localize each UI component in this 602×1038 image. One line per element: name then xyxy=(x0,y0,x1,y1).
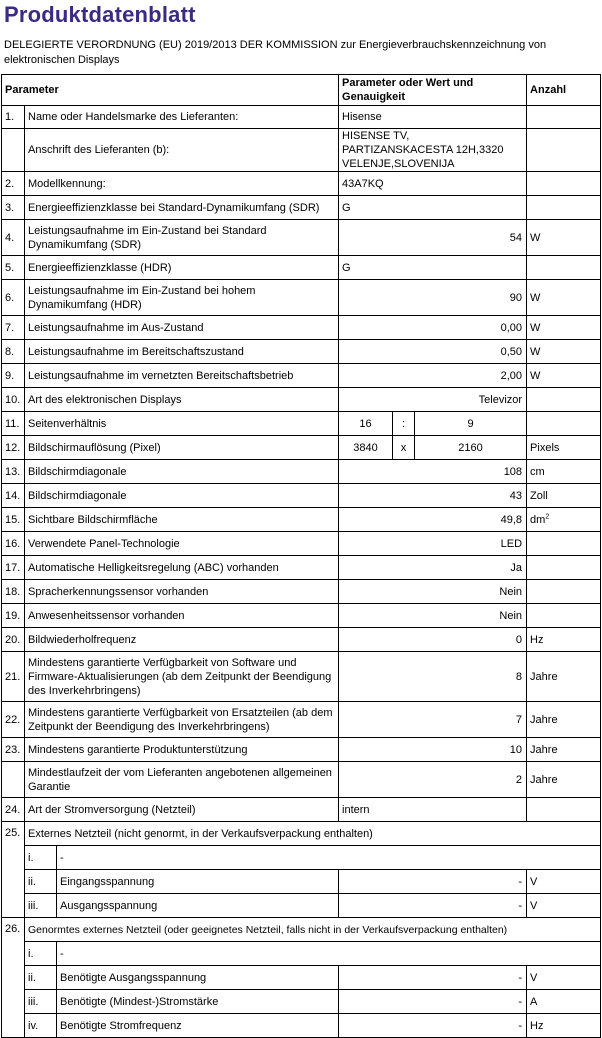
table-row xyxy=(2,846,601,870)
table-row xyxy=(2,484,601,508)
table-row xyxy=(2,532,601,556)
table-header xyxy=(2,75,601,106)
row-unit: Jahre xyxy=(527,762,601,798)
row-label: Leistungsaufnahme im Ein-Zustand bei hohem Dynamikumfang (HDR) xyxy=(25,280,339,316)
row-value: 108 xyxy=(339,460,527,484)
table-row xyxy=(2,388,601,412)
row-unit xyxy=(527,106,601,129)
table-row xyxy=(2,129,601,172)
row-number: 15. xyxy=(2,508,25,532)
row-number: 16. xyxy=(2,532,25,556)
sub-number: iii. xyxy=(25,990,57,1014)
row-label: Spracherkennungssensor vorhanden xyxy=(25,580,339,604)
row-number: 10. xyxy=(2,388,25,412)
row-unit xyxy=(527,129,601,172)
row-value: 8 xyxy=(339,652,527,702)
row-unit xyxy=(527,532,601,556)
row-value: intern xyxy=(339,798,527,822)
product-data-table xyxy=(1,74,600,1038)
row-label: Bildschirmauflösung (Pixel) xyxy=(25,436,339,460)
table-row xyxy=(2,894,601,918)
row-value: 43A7KQ xyxy=(339,172,527,196)
row-value: Hisense xyxy=(339,106,527,129)
row-value: Televizor xyxy=(339,388,527,412)
row-value: G xyxy=(339,256,527,280)
row-value-b: 9 xyxy=(415,412,527,436)
table-row xyxy=(2,280,601,316)
row-unit: Pixels xyxy=(527,436,601,460)
row-number: 25. xyxy=(2,822,25,918)
row-label: Bildwiederholfrequenz xyxy=(25,628,339,652)
row-unit: Hz xyxy=(527,628,601,652)
row-label: Verwendete Panel-Technologie xyxy=(25,532,339,556)
row-unit xyxy=(527,508,601,532)
row-value: 0,50 xyxy=(339,340,527,364)
row-number: 3. xyxy=(2,196,25,220)
row-unit: V xyxy=(527,966,601,990)
row-unit xyxy=(527,388,601,412)
row-unit: V xyxy=(527,870,601,894)
row-value: Ja xyxy=(339,556,527,580)
row-value: - xyxy=(339,966,527,990)
table-row xyxy=(2,508,601,532)
row-number: 24. xyxy=(2,798,25,822)
table-row xyxy=(2,340,601,364)
row-label: Automatische Helligkeitsregelung (ABC) vorhanden xyxy=(25,556,339,580)
row-label: Leistungsaufnahme im Aus-Zustand xyxy=(25,316,339,340)
row-label: Mindestlaufzeit der vom Lieferanten angebotenen allgemeinen Garantie xyxy=(25,762,339,798)
row-unit xyxy=(527,196,601,220)
table-row xyxy=(2,412,601,436)
table-row xyxy=(2,364,601,388)
row-value: - xyxy=(339,990,527,1014)
row-unit: cm xyxy=(527,460,601,484)
row-label: Mindestens garantierte Verfügbarkeit von Software und Firmware-Aktualisierungen (ab dem Zeitpunkt der Beendigung des Inverkehrbringens) xyxy=(25,652,339,702)
row-label: Leistungsaufnahme im Ein-Zustand bei Standard Dynamikumfang (SDR) xyxy=(25,220,339,256)
row-label: Benötigte (Mindest-)Stromstärke xyxy=(57,990,339,1014)
table-row xyxy=(2,316,601,340)
row-unit xyxy=(527,412,601,436)
row-value: LED xyxy=(339,532,527,556)
table-row xyxy=(2,436,601,460)
row-number: 7. xyxy=(2,316,25,340)
row-number: 18. xyxy=(2,580,25,604)
row-number: 13. xyxy=(2,460,25,484)
row-number xyxy=(2,129,25,172)
sub-number: i. xyxy=(25,942,57,966)
section-label: Genormtes externes Netzteil (oder geeignetes Netzteil, falls nicht in der Verkaufsverpackung enthalten) xyxy=(25,918,601,942)
page-title: Produktdatenblatt xyxy=(4,2,196,27)
row-unit xyxy=(527,580,601,604)
row-unit: W xyxy=(527,340,601,364)
table-row xyxy=(2,628,601,652)
row-number: 5. xyxy=(2,256,25,280)
row-label: Ausgangsspannung xyxy=(57,894,339,918)
row-unit: Zoll xyxy=(527,484,601,508)
row-label: Energieeffizienzklasse (HDR) xyxy=(25,256,339,280)
row-number: 17. xyxy=(2,556,25,580)
row-value: 2 xyxy=(339,762,527,798)
row-label: Mindestens garantierte Produktunterstützung xyxy=(25,738,339,762)
row-number: 19. xyxy=(2,604,25,628)
row-unit: W xyxy=(527,280,601,316)
row-label: Anwesenheitssensor vorhanden xyxy=(25,604,339,628)
table-row xyxy=(2,918,601,942)
row-label: Mindestens garantierte Verfügbarkeit von Ersatzteilen (ab dem Zeitpunkt der Beendigung des Inverkehrbringens) xyxy=(25,702,339,738)
table-row xyxy=(2,798,601,822)
row-label: Sichtbare Bildschirmfläche xyxy=(25,508,339,532)
table-row xyxy=(2,220,601,256)
row-value: 0 xyxy=(339,628,527,652)
table-row xyxy=(2,702,601,738)
header-parameter: Parameter xyxy=(2,75,339,106)
row-unit xyxy=(527,256,601,280)
row-unit xyxy=(527,172,601,196)
row-number: 20. xyxy=(2,628,25,652)
row-value: - xyxy=(339,894,527,918)
table-row xyxy=(2,460,601,484)
table-row xyxy=(2,106,601,129)
row-unit xyxy=(527,798,601,822)
row-label: Anschrift des Lieferanten (b): xyxy=(25,129,339,172)
row-label: Eingangsspannung xyxy=(57,870,339,894)
row-label: Leistungsaufnahme im vernetzten Bereitschaftsbetrieb xyxy=(25,364,339,388)
row-unit: Jahre xyxy=(527,702,601,738)
row-value-b: 2160 xyxy=(415,436,527,460)
unit-exponent: 2 xyxy=(545,512,550,520)
header-unit: Anzahl xyxy=(527,75,601,106)
row-number: 12. xyxy=(2,436,25,460)
sub-number: ii. xyxy=(25,966,57,990)
row-value: - xyxy=(339,1014,527,1038)
table-row xyxy=(2,196,601,220)
row-value: - xyxy=(339,870,527,894)
row-label: Art der Stromversorgung (Netzteil) xyxy=(25,798,339,822)
row-value: Nein xyxy=(339,604,527,628)
row-number: 1. xyxy=(2,106,25,129)
row-value: 43 xyxy=(339,484,527,508)
header-value: Parameter oder Wert und Genauigkeit xyxy=(339,75,527,106)
section-label: Externes Netzteil (nicht genormt, in der Verkaufsverpackung enthalten) xyxy=(25,822,601,846)
row-number: 26. xyxy=(2,918,25,1038)
table-row xyxy=(2,580,601,604)
row-label: Benötigte Stromfrequenz xyxy=(57,1014,339,1038)
row-value: HISENSE TV, PARTIZANSKACESTA 12H,3320 VELENJE,SLOVENIJA xyxy=(339,129,527,172)
row-value-a: 3840 xyxy=(339,436,393,460)
row-unit: A xyxy=(527,990,601,1014)
row-unit: Hz xyxy=(527,1014,601,1038)
row-number: 23. xyxy=(2,738,25,762)
row-unit xyxy=(527,556,601,580)
row-label: Leistungsaufnahme im Bereitschaftszustand xyxy=(25,340,339,364)
table-row xyxy=(2,870,601,894)
row-label: Modellkennung: xyxy=(25,172,339,196)
table-row xyxy=(2,738,601,762)
table-row xyxy=(2,604,601,628)
row-number: 11. xyxy=(2,412,25,436)
table-row xyxy=(2,762,601,798)
row-number: 6. xyxy=(2,280,25,316)
row-number: 14. xyxy=(2,484,25,508)
row-label: Benötigte Ausgangsspannung xyxy=(57,966,339,990)
row-number: 9. xyxy=(2,364,25,388)
row-value: 90 xyxy=(339,280,527,316)
row-label: Energieeffizienzklasse bei Standard-Dynamikumfang (SDR) xyxy=(25,196,339,220)
sub-number: ii. xyxy=(25,870,57,894)
row-value-separator: : xyxy=(393,412,415,436)
row-label: Seitenverhältnis xyxy=(25,412,339,436)
row-value-separator: x xyxy=(393,436,415,460)
row-label: Bildschirmdiagonale xyxy=(25,484,339,508)
row-number: 4. xyxy=(2,220,25,256)
row-value: 10 xyxy=(339,738,527,762)
row-value: 54 xyxy=(339,220,527,256)
row-label: Bildschirmdiagonale xyxy=(25,460,339,484)
row-value: G xyxy=(339,196,527,220)
row-unit: W xyxy=(527,364,601,388)
row-label: - xyxy=(57,846,601,870)
row-value: 0,00 xyxy=(339,316,527,340)
table-row xyxy=(2,556,601,580)
table-row xyxy=(2,942,601,966)
table-row xyxy=(2,822,601,846)
sub-number: i. xyxy=(25,846,57,870)
row-value: Nein xyxy=(339,580,527,604)
row-unit: W xyxy=(527,220,601,256)
row-value: 2,00 xyxy=(339,364,527,388)
row-number: 21. xyxy=(2,652,25,702)
row-number: 22. xyxy=(2,702,25,738)
table-row xyxy=(2,990,601,1014)
row-unit: Jahre xyxy=(527,738,601,762)
table-row xyxy=(2,256,601,280)
row-label: Art des elektronischen Displays xyxy=(25,388,339,412)
table-row xyxy=(2,966,601,990)
row-unit: V xyxy=(527,894,601,918)
row-label: - xyxy=(57,942,601,966)
table-row xyxy=(2,172,601,196)
sub-number: iii. xyxy=(25,894,57,918)
sub-number: iv. xyxy=(25,1014,57,1038)
row-value-a: 16 xyxy=(339,412,393,436)
row-value: 7 xyxy=(339,702,527,738)
row-value: 49,8 xyxy=(339,508,527,532)
row-number: 2. xyxy=(2,172,25,196)
row-label: Name oder Handelsmarke des Lieferanten: xyxy=(25,106,339,129)
row-unit: Jahre xyxy=(527,652,601,702)
row-unit: W xyxy=(527,316,601,340)
regulation-subtitle: DELEGIERTE VERORDNUNG (EU) 2019/2013 DER KOMMISSION zur Energieverbrauchskennzeichnung von elektronischen Displays xyxy=(4,39,547,66)
table-row xyxy=(2,652,601,702)
row-unit xyxy=(527,604,601,628)
row-number: 8. xyxy=(2,340,25,364)
row-number xyxy=(2,762,25,798)
unit-text: dm xyxy=(530,513,546,526)
